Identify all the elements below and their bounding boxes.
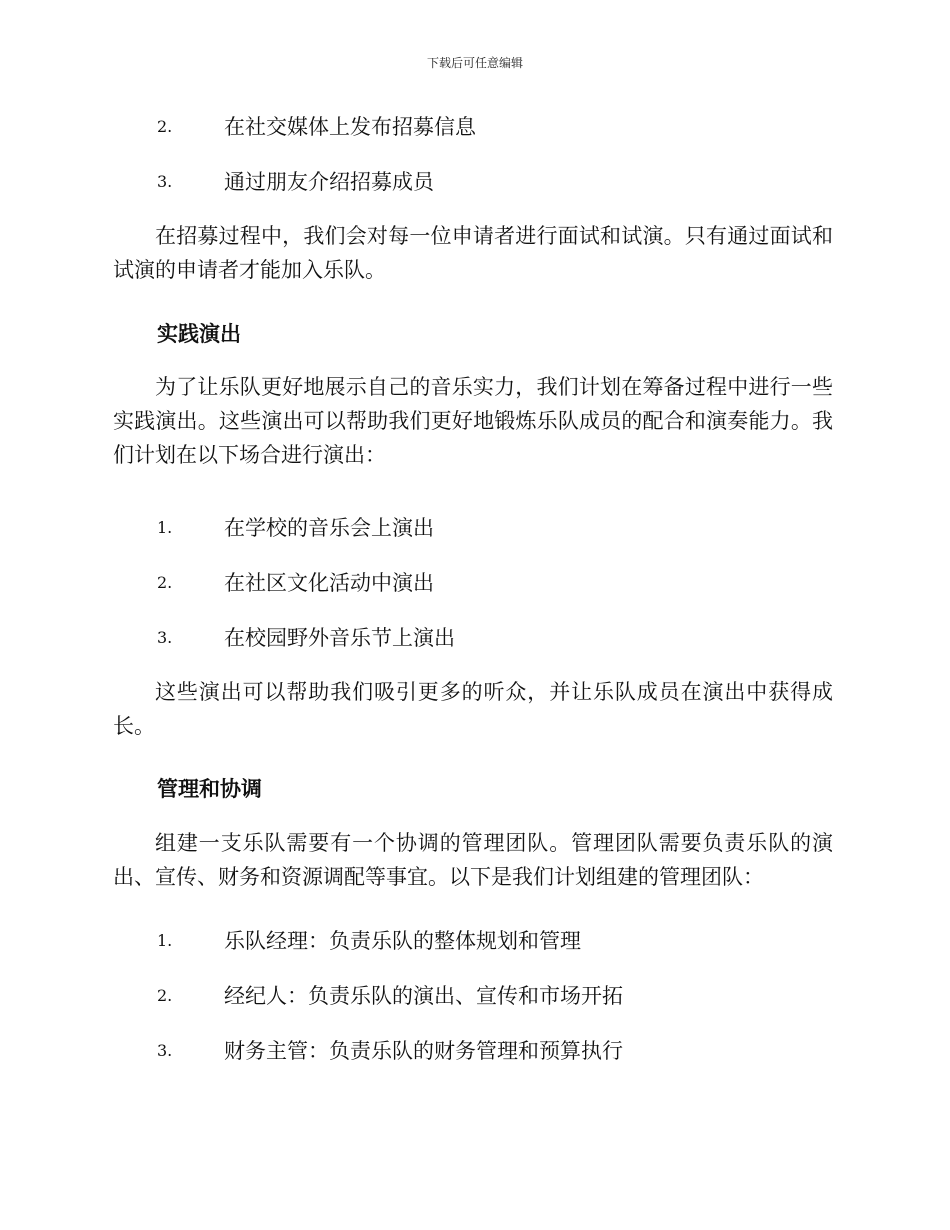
list-item-text: 乐队经理：负责乐队的整体规划和管理 (224, 929, 581, 953)
list-item-text: 在社交媒体上发布招募信息 (224, 115, 476, 139)
list-item-number: 2. (157, 117, 173, 136)
management-paragraph: 组建一支乐队需要有一个协调的管理团队。管理团队需要负责乐队的演出、宣传、财务和资源调配等事宜。以下是我们计划组建的管理团队： (113, 831, 833, 889)
list-item-number: 1. (157, 931, 173, 950)
list-item-text: 在校园野外音乐节上演出 (224, 626, 455, 650)
list-item-number: 3. (157, 172, 173, 191)
list-item-number: 3. (157, 628, 173, 647)
list-item-text: 通过朋友介绍招募成员 (224, 170, 434, 194)
recruit-paragraph: 在招募过程中，我们会对每一位申请者进行面试和试演。只有通过面试和试演的申请者才能加入乐队。 (113, 224, 833, 282)
list-item-number: 2. (157, 986, 173, 1005)
list-item (0, 981, 950, 1011)
list-item-text: 在学校的音乐会上演出 (224, 516, 434, 540)
practice-closing-paragraph: 这些演出可以帮助我们吸引更多的听众，并让乐队成员在演出中获得成长。 (113, 680, 833, 738)
section-heading-management: 管理和协调 (157, 777, 262, 801)
list-item-text: 在社区文化活动中演出 (224, 571, 434, 595)
list-item-number: 2. (157, 573, 173, 592)
list-item-text: 经纪人：负责乐队的演出、宣传和市场开拓 (224, 984, 623, 1008)
list-item (0, 568, 950, 598)
list-item-text: 财务主管：负责乐队的财务管理和预算执行 (224, 1039, 623, 1063)
list-item-number: 1. (157, 518, 173, 537)
list-item (0, 926, 950, 956)
section-heading-practice: 实践演出 (157, 322, 241, 346)
page-header-note: 下载后可任意编辑 (426, 56, 523, 70)
practice-paragraph: 为了让乐队更好地展示自己的音乐实力，我们计划在筹备过程中进行一些实践演出。这些演出可以帮助我们更好地锻炼乐队成员的配合和演奏能力。我们计划在以下场合进行演出： (113, 375, 833, 467)
list-item (0, 623, 950, 653)
list-item (0, 112, 950, 142)
list-item (0, 167, 950, 197)
list-item-number: 3. (157, 1041, 173, 1060)
list-item (0, 1036, 950, 1066)
list-item (0, 513, 950, 543)
